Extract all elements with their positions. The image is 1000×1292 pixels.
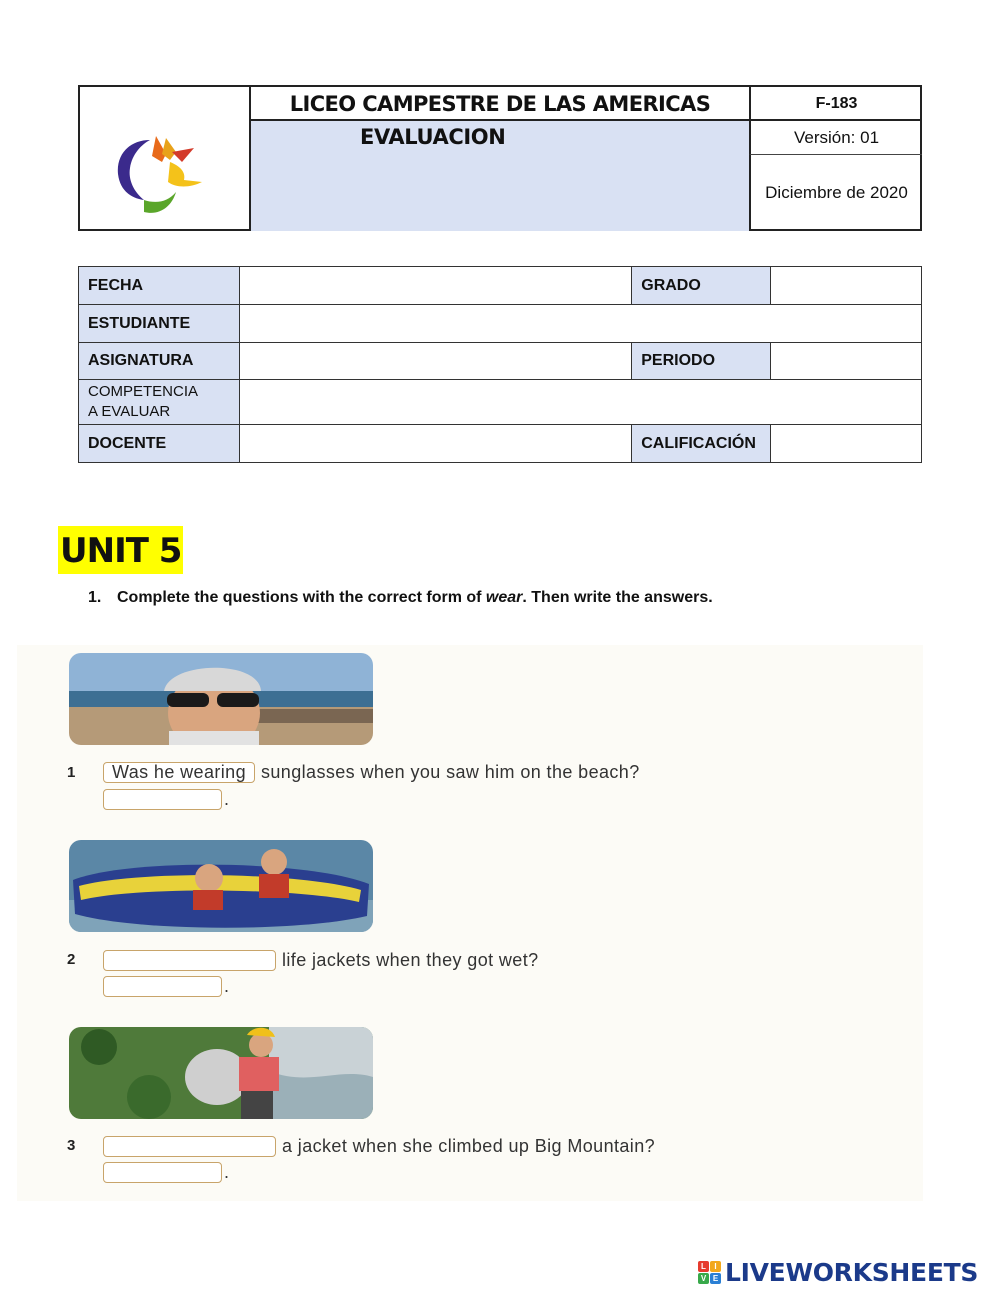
answer-period: .: [224, 1162, 230, 1182]
label-estudiante: ESTUDIANTE: [79, 305, 240, 343]
field-asignatura[interactable]: [239, 343, 631, 380]
question-line: [103, 950, 539, 971]
label-docente: DOCENTE: [79, 425, 240, 463]
document-header: [78, 85, 922, 231]
instruction-post: . Then write the answers.: [522, 589, 713, 606]
answer-period: .: [224, 976, 230, 996]
answer-line: [103, 789, 229, 810]
field-calificacion[interactable]: [771, 425, 922, 463]
exercise-panel: [17, 645, 923, 1201]
form-version: Versión: 01: [749, 121, 922, 155]
question-number: 2: [67, 951, 76, 968]
field-grado[interactable]: [771, 267, 922, 305]
label-periodo: PERIODO: [632, 343, 771, 380]
label-asignatura: ASIGNATURA: [79, 343, 240, 380]
label-competencia-line1: COMPETENCIA: [88, 383, 199, 400]
photo-boy-sunglasses: [69, 653, 373, 745]
label-grado: GRADO: [632, 267, 771, 305]
answer-input[interactable]: [103, 950, 276, 971]
mark-letter: L: [698, 1261, 709, 1272]
photo-rafting: [69, 840, 373, 932]
field-competencia[interactable]: [239, 380, 921, 425]
school-dove-logo: [110, 132, 215, 222]
question-text: life jackets when they got wet?: [282, 950, 539, 970]
answer-input-filled[interactable]: Was he wearing: [103, 762, 255, 783]
question-text: sunglasses when you saw him on the beach?: [261, 762, 640, 782]
label-competencia-line2: A EVALUAR: [88, 403, 171, 420]
answer-line: [103, 976, 229, 997]
instruction-number: 1.: [88, 589, 102, 606]
answer-period: .: [224, 789, 230, 809]
mark-letter: I: [710, 1261, 721, 1272]
label-competencia: [79, 380, 240, 425]
answer-line: [103, 1162, 229, 1183]
document-type: EVALUACION: [251, 121, 749, 231]
unit-title: UNIT 5: [58, 526, 183, 574]
liveworksheets-logo: [698, 1258, 978, 1287]
answer-input[interactable]: [103, 1136, 276, 1157]
exercise-instruction: [88, 589, 713, 607]
field-estudiante[interactable]: [239, 305, 921, 343]
liveworksheets-mark-icon: [698, 1261, 721, 1284]
short-answer-input[interactable]: [103, 976, 222, 997]
question-number: 3: [67, 1137, 76, 1154]
logo-cell: [80, 87, 251, 229]
school-name: LICEO CAMPESTRE DE LAS AMERICAS: [251, 87, 749, 121]
photo-hiker: [69, 1027, 373, 1119]
question-number: 1: [67, 764, 76, 781]
instruction-pre: Complete the questions with the correct form of: [117, 589, 486, 606]
field-periodo[interactable]: [771, 343, 922, 380]
short-answer-input[interactable]: [103, 1162, 222, 1183]
brand-name: LIVEWORKSHEETS: [725, 1258, 979, 1287]
form-date: Diciembre de 2020: [749, 155, 922, 231]
label-fecha: FECHA: [79, 267, 240, 305]
field-fecha[interactable]: [239, 267, 631, 305]
mark-letter: E: [710, 1273, 721, 1284]
question-line: [103, 1136, 655, 1157]
instruction-verb: wear: [485, 589, 523, 606]
question-text: a jacket when she climbed up Big Mountain?: [282, 1136, 656, 1156]
mark-letter: V: [698, 1273, 709, 1284]
field-docente[interactable]: [239, 425, 631, 463]
label-calificacion: CALIFICACIÓN: [632, 425, 771, 463]
form-code: F-183: [749, 87, 922, 121]
student-info-table: [78, 266, 922, 463]
short-answer-input[interactable]: [103, 789, 222, 810]
question-line: [103, 762, 640, 783]
